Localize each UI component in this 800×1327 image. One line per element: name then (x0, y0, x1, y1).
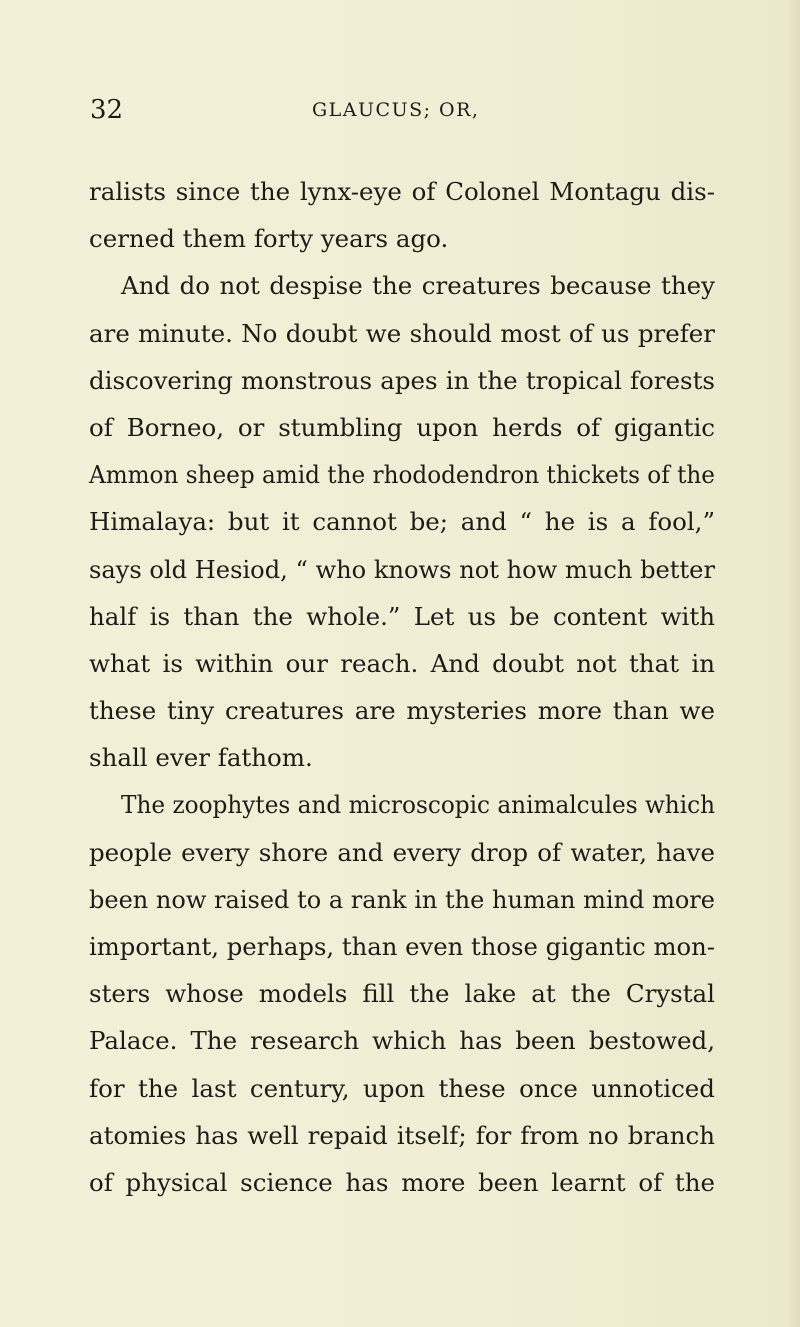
text-line: sters whose models fill the lake at the Crystal (89, 979, 715, 1009)
text-line: been now raised to a rank in the human mind more (89, 884, 715, 914)
text-line: atomies has well repaid itself; for from no branch (89, 1120, 715, 1150)
text-line: Ammon sheep amid the rhododendron thickets of the (89, 460, 715, 490)
text-line: what is within our reach. And doubt not that in (89, 648, 715, 678)
text-line: half is than the whole.” Let us be content with (89, 601, 715, 631)
text-line: shall ever fathom. (89, 743, 313, 773)
text-line: of physical science has more been learnt of the (89, 1167, 715, 1197)
text-line: for the last century, upon these once unnoticed (89, 1073, 715, 1103)
text-line: Himalaya: but it cannot be; and “ he is a fool,” (89, 507, 715, 537)
page-header (0, 95, 800, 135)
text-line: discovering monstrous apes in the tropical forests (89, 365, 715, 395)
text-line: ralists since the lynx-eye of Colonel Montagu dis- (89, 177, 715, 206)
paragraph-start-line: The zoophytes and microscopic animalcules which (121, 790, 715, 820)
running-head: GLAUCUS; OR, (312, 99, 480, 121)
text-line: of Borneo, or stumbling upon herds of gigantic (89, 412, 715, 442)
text-line: Palace. The research which has been bestowed, (89, 1026, 715, 1056)
text-line: cerned them forty years ago. (89, 224, 449, 254)
text-line: important, perhaps, than even those gigantic mon- (89, 932, 715, 961)
paragraph-start-line: And do not despise the creatures because they (121, 271, 715, 301)
text-line: people every shore and every drop of water, have (89, 837, 715, 867)
text-line: says old Hesiod, “ who knows not how much better (89, 554, 715, 584)
body-text (89, 168, 715, 1206)
text-line: are minute. No doubt we should most of us prefer (89, 318, 715, 348)
page-number: 32 (90, 95, 124, 125)
text-line: these tiny creatures are mysteries more than we (89, 696, 715, 726)
page-edge-shadow (786, 0, 800, 1327)
